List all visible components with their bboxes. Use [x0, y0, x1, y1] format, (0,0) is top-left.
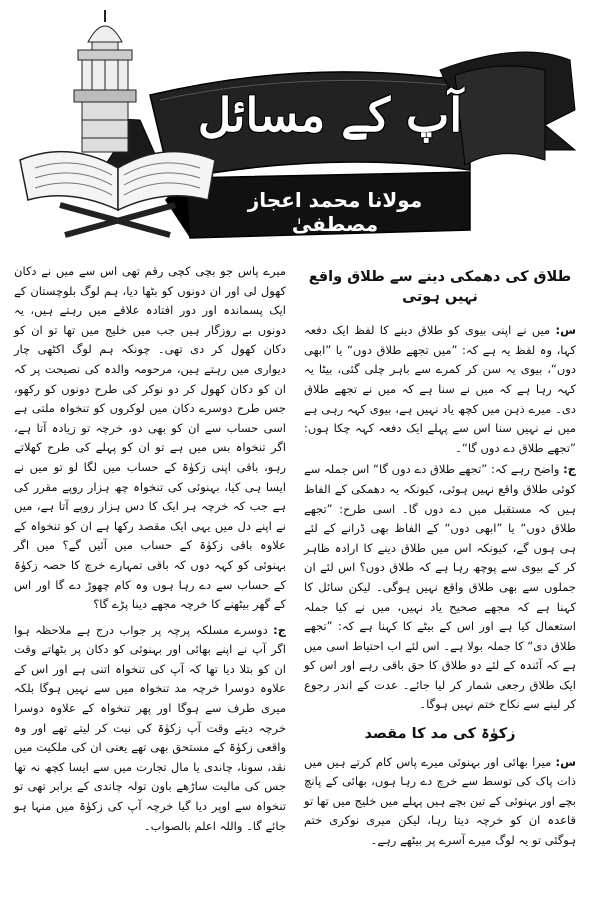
answer-label: ج:: [563, 462, 576, 477]
question-label: س:: [555, 323, 577, 338]
answer-2: [14, 621, 286, 837]
author-name: مولانا محمد اعجاز مصطفیٰ: [247, 188, 423, 236]
article-heading-talaq: طلاق کی دھمکی دینے سے طلاق واقع نہیں ہوتی: [308, 269, 572, 305]
question-1: [304, 321, 576, 458]
left-column: [14, 262, 286, 838]
header: [0, 0, 590, 250]
answer-text: واضح رہے کہ: ”تجھے طلاق دے دوں گا“ اس جملہ سے کوئی طلاق واقع نہیں ہوئی، کیونکہ یہ دھمکی کے الفاظ ہیں کہ مستقبل میں دے دوں گا۔ اسی طرح: ”تجھے طلاق دوں“ یا ”ابھی دوں“ کے الفاظ بھی ڈرانے کے لئے ہی ہوں گے، کیونکہ اس میں طلاق دینے کا ارادہ ظاہر کر کے بیوی سے پوچھ رہا ہے کہ طلاق دوں؟ اس لئے ان جملوں سے بھی طلاق واقع نہیں ہوگی۔ لیکن سائل کا کہنا ہے کہ مجھے صحیح یاد نہیں، میں نے کیا جملہ استعمال کیا ہے اور اس کے بیٹے کا کہنا ہے کہ: ”تجھے طلاق دی“ کا جملہ بولا ہے۔ اس لئے اب احتیاط اسی میں ہے کہ آئندہ کے لئے دو طلاق کا حق باقی رہے اور اس کو ایک طلاق رجعی شمار کر لیا جائے۔ عدت کے اندر رجوع کر لینے سے نکاح ختم نہیں ہوگا۔: [304, 462, 576, 712]
question-text: میں نے اپنی بیوی کو طلاق دینے کا لفظ ایک دفعہ کہا، وہ لفظ یہ ہے کہ: ”میں تجھے طلاق دوں“ یا ”ابھی دوں“، بیوی یہ سن کر کمرے سے باہر چلی گئی، بیٹا یہ کہہ رہا ہے کہ میں نے سنا ہے کہ میں نے تجھے طلاق دی۔ میرے ذہن میں کچھ یاد نہیں ہے، بیوی کہہ رہی ہے میں نے نہیں سنا اس سے پہلے ایک دفعہ کہہ چکا ہوں: ”تجھے طلاق دے دوں گا“۔: [304, 323, 576, 455]
article-heading-zakat: زکوٰۃ کی مد کا مقصد: [364, 726, 516, 743]
question-2: [304, 753, 576, 851]
question-2-continued: میرے پاس جو بچی کچی رقم تھی اس سے میں نے دکان کھول لی اور ان دونوں کو بٹھا دیا، ہم لوگ بلوچستان کے ایک پسماندہ اور دور افتادہ علاقے میں رہتے ہیں، یہ دونوں بے روزگار ہیں جب میں خلیج میں تھا تو ان کو دکان کھول کر دی تھی۔ چونکہ ہم لوگ اکٹھی چار دیواری میں رہتے ہیں، مرحومہ والدہ کی نصیحت پر کہ ان کو دکان کھول کر دو نوکر کی طرح دونوں کو رکھو، جس طرح دوسرے دکان میں لوکروں کو تنخواہ ملتی ہے اسی حساب سے ان کو بھی دو، خرچہ تو زیادہ آتا ہے، اگر تنخواہ بس میں ہے تو ان کو پہلے کی طرح کھلاتے رہو، باقی اپنی زکوٰۃ کے حساب میں لگا لو تو میں نے ایسا ہی کیا، بہنوئی کی تنخواہ چھ ہزار روپے مقرر کی ہے جب کہ خرچہ ہر ایک کا دس ہزار روپے آتا ہے، میں نے اپنے دل میں یہی ایک مقصد رکھا ہے ان کو تنخواہ کے علاوہ باقی زکوٰۃ کے حساب میں آئیں گے؟ میں اگر بہنوئی کو کہہ دوں کہ باقی تمہارے خرچ کا حصہ زکوٰۃ کے حساب سے دے رہا ہوں وہ کام چھوڑ دے گا اور اس کے گھر بیٹھنے کا خرچہ مجھے دینا پڑے گا؟: [14, 264, 286, 612]
question-text: میرا بھائی اور بہنوئی میرے پاس کام کرتے ہیں میں ذات پاک کی توسط سے خرچ دے رہا ہوں، بھائی کے پانچ بچے اور بہنوئی کے تین بچے ہیں پہلے میں خلیج میں تھا تو قاعدہ ان کو خرچہ دیتا رہا، لیکن میری نوکری ختم ہوگئی تو یہ لوگ میرے آسرے پر بیٹھے رہے۔: [304, 754, 576, 848]
right-column: [304, 262, 576, 853]
answer-1: [304, 460, 576, 715]
answer-text: دوسرے مسلکہ پرچہ پر جواب درج ہے ملاحظہ ہوا اگر آپ نے اپنے بھائی اور بہنوئی کو دکان پر بٹھاتے وقت ان کو بتلا دیا تھا کہ آپ کی تنخواہ اتنی ہے اور اس کے علاوہ دوسرا خرچہ مد تنخواہ میں سے نہیں ہوگا بلکہ میری طرف سے ہوگا اور پھر تنخواہ کے علاوہ دوسرا خرچہ دیتے وقت آپ زکوٰۃ کی نیت کر لیتے تھے اور وہ واقعی زکوٰۃ کے مستحق بھی تھے یعنی ان کی ملکیت میں نقد، سونا، چاندی یا مال تجارت میں سے ایسا کچھ نہ تھا جس کی مالیت ساڑھے باون تولہ چاندی کے برابر تھی تو تنخواہ سے اوپر دیا گیا خرچہ آپ کی زکوٰۃ میں منہا ہو جائے گا۔ واللہ اعلم بالصواب۔: [14, 622, 286, 833]
page-title: آپ کے مسائل: [197, 88, 463, 142]
answer-label: ج:: [273, 622, 286, 637]
question-label: س:: [555, 754, 576, 769]
